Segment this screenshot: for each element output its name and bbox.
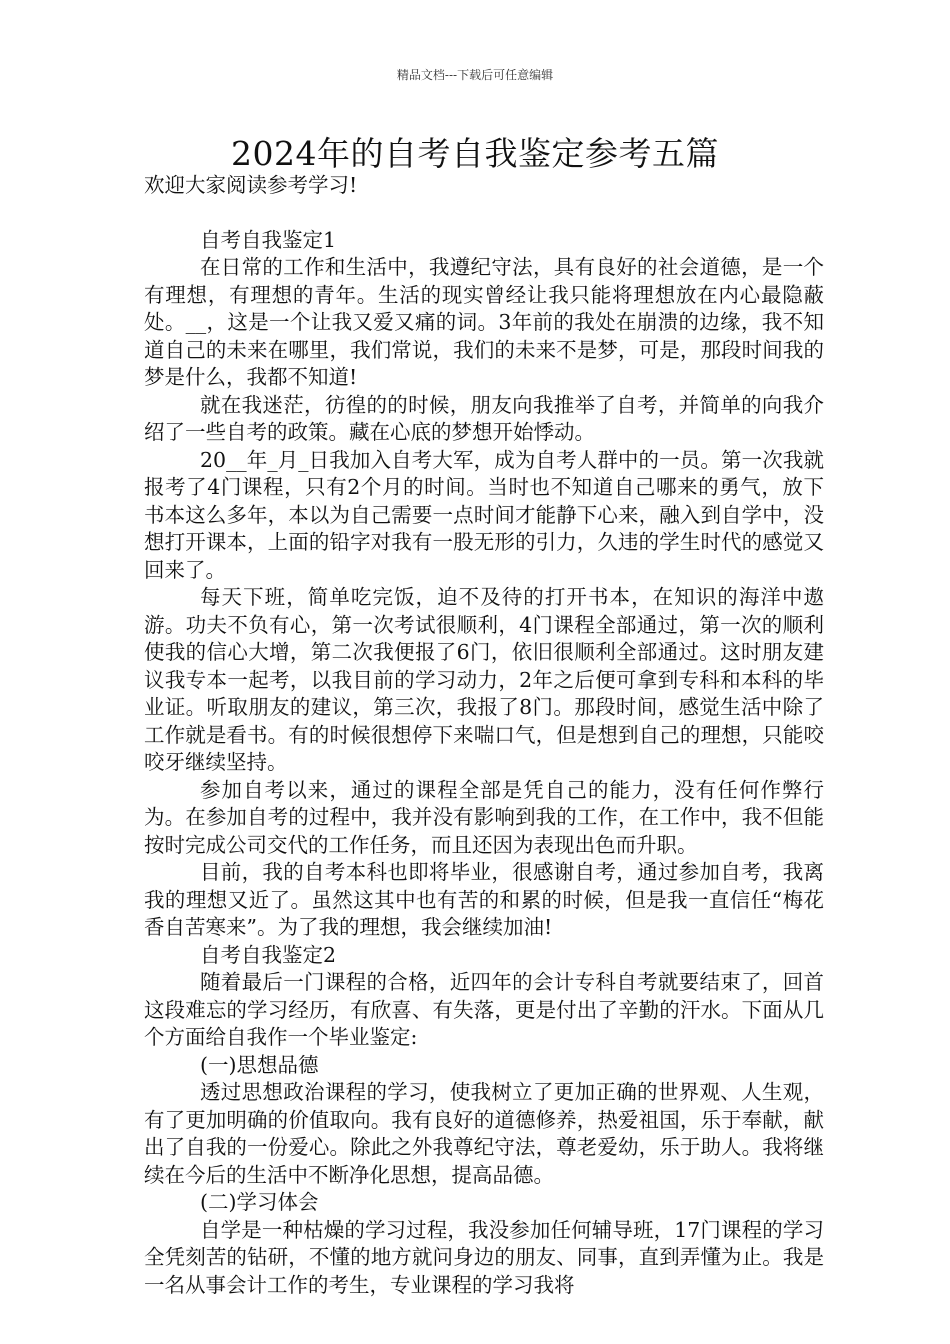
section-1-paragraph: 每天下班，简单吃完饭，迫不及待的打开书本，在知识的海洋中遨游。功夫不负有心，第一次考试很顺利，4门课程全部通过，第一次的顺利使我的信心大增，第二次我便报了6门，依旧很顺利全部通过。这时朋友建议我专本一起考，以我目前的学习动力，2年之后便可拿到专科和本科的毕业证。听取朋友的建议，第三次，我报了8门。那段时间，感觉生活中除了工作就是看书。有的时候很想停下来喘口气，但是想到自己的理想，只能咬咬牙继续坚持。 [144, 585, 824, 774]
section-1-heading: 自考自我鉴定1 [200, 227, 337, 252]
subsection-heading: (二)学习体会 [200, 1190, 319, 1214]
section-1-paragraph: 在日常的工作和生活中，我遵纪守法，具有良好的社会道德，是一个有理想，有理想的青年。生活的现实曾经让我只能将理想放在内心最隐蔽处。__，这是一个让我又爱又痛的词。3年前的我处在崩溃的边缘，我不知道自己的未来在哪里，我们常说，我们的未来不是梦，可是，那段时间我的梦是什么，我都不知道! [144, 255, 824, 389]
spacer [144, 200, 824, 227]
section-1-paragraph: 目前，我的自考本科也即将毕业，很感谢自考，通过参加自考，我离我的理想又近了。虽然这其中也有苦的和累的时候，但是我一直信任“梅花香自苦寒来”。为了我的理想，我会继续加油! [144, 860, 824, 939]
section-2-heading: 自考自我鉴定2 [200, 942, 337, 967]
section-1-paragraph: 就在我迷茫，彷徨的的时候，朋友向我推举了自考，并简单的向我介绍了一些自考的政策。藏在心底的梦想开始悸动。 [144, 392, 824, 444]
section-1-paragraph: 20__年_月_日我加入自考大军，成为自考人群中的一员。第一次我就报考了4门课程，只有2个月的时间。当时也不知道自己哪来的勇气，放下书本这么多年，本以为自己需要一点时间才能静下心来，融入到自学中，没想打开课本，上面的铅字对我有一股无形的引力，久违的学生时代的感觉又回来了。 [144, 447, 824, 582]
subsection-heading: (一)思想品德 [200, 1052, 319, 1077]
page-header: 精品文档---下载后可任意编辑 [396, 68, 554, 82]
subsection-paragraph: 透过思想政治课程的学习，使我树立了更加正确的世界观、人生观，有了更加明确的价值取向。我有良好的道德修养，热爱祖国，乐于奉献，献出了自我的一份爱心。除此之外我尊纪守法，尊老爱幼，乐于助人。我将继续在今后的生活中不断净化思想，提高品德。 [144, 1080, 824, 1187]
document-body [144, 172, 824, 1299]
document-title: 2024年的自考自我鉴定参考五篇 [231, 134, 719, 173]
subsection-paragraph: 自学是一种枯燥的学习过程，我没参加任何辅导班，17门课程的学习全凭刻苦的钻研，不懂的地方就问身边的朋友、同事，直到弄懂为止。我是一名从事会计工作的考生，专业课程的学习我将 [144, 1217, 824, 1297]
intro-line: 欢迎大家阅读参考学习! [144, 173, 358, 197]
section-1-paragraph: 参加自考以来，通过的课程全部是凭自己的能力，没有任何作弊行为。在参加自考的过程中，我并没有影响到我的工作，在工作中，我不但能按时完成公司交代的工作任务，而且还因为表现出色而升职。 [144, 777, 824, 857]
section-2-intro: 随着最后一门课程的合格，近四年的会计专科自考就要结束了，回首这段难忘的学习经历，有欣喜、有失落，更是付出了辛勤的汗水。下面从几个方面给自我作一个毕业鉴定: [144, 970, 824, 1049]
